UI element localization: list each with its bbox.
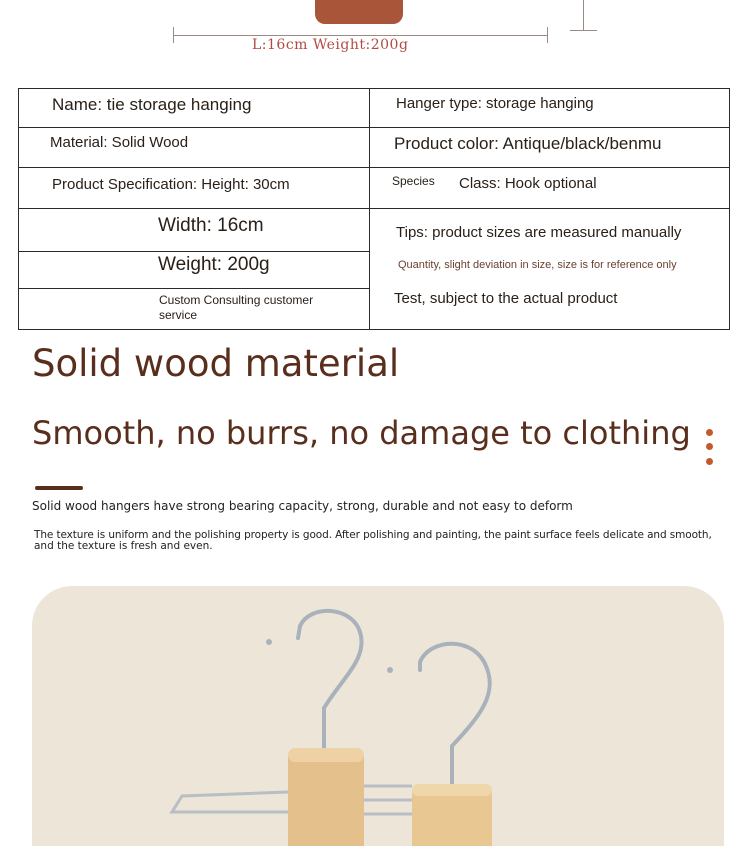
spec-cell-class: [369, 167, 730, 209]
height-line: [583, 0, 584, 30]
spec-cell-product-color: [369, 127, 730, 168]
hanger-illustration: [32, 586, 724, 846]
spec-width: Width: 16cm: [158, 215, 264, 236]
spec-cell-hanger-type: [369, 88, 730, 128]
dimension-tick-left: [173, 27, 174, 43]
spec-hanger-type: Hanger type: storage hanging: [396, 95, 594, 112]
spec-test: Test, subject to the actual product: [394, 290, 618, 307]
spec-weight: Weight: 200g: [158, 254, 270, 275]
spec-cell-consulting: [18, 288, 370, 330]
spec-cell-width: [18, 208, 370, 252]
spec-class: Class: Hook optional: [459, 175, 597, 192]
spec-deviation: Quantity, slight deviation in size, size is for reference only: [398, 259, 677, 271]
height-tick: [570, 30, 597, 31]
spec-cell-name: [18, 88, 370, 128]
spec-specification: Product Specification: Height: 30cm: [52, 176, 290, 193]
paragraph-texture-line1: The texture is uniform and the polishing property is good. After polishing and painting, the paint surface feels delicate and smooth,: [34, 529, 712, 541]
dot-middle: [706, 443, 713, 450]
spec-tips: Tips: product sizes are measured manually: [396, 224, 682, 241]
paragraph-texture-line2: and the texture is fresh and even.: [34, 540, 213, 552]
spec-material: Material: Solid Wood: [50, 134, 189, 151]
spec-consulting-line1: Custom Consulting customer: [159, 293, 314, 307]
section-title: Solid wood material: [32, 342, 400, 385]
spec-cell-material: [18, 127, 370, 168]
dot-bottom: [706, 458, 713, 465]
section-subtitle: Smooth, no burrs, no damage to clothing: [32, 414, 691, 452]
spec-cell-tips: [369, 208, 730, 330]
dimension-label: L:16cm Weight:200g: [252, 37, 409, 53]
dimension-tick-right: [547, 27, 548, 43]
spec-product-color: Product color: Antique/black/benmu: [394, 134, 662, 153]
accent-bar: [35, 486, 83, 490]
spec-name: Name: tie storage hanging: [52, 95, 252, 114]
spec-cell-weight: [18, 251, 370, 289]
spec-table: [18, 88, 730, 330]
spec-species: Species: [392, 174, 435, 188]
paragraph-strength: Solid wood hangers have strong bearing capacity, strong, durable and not easy to deform: [32, 499, 573, 513]
dimension-line: [173, 35, 548, 36]
dot-top: [706, 429, 713, 436]
spec-cell-specification: [18, 167, 370, 209]
dimension-area: [0, 0, 750, 70]
wood-block-image: [315, 0, 403, 24]
product-photo: [32, 586, 724, 846]
spec-consulting-line2: service: [159, 308, 198, 322]
